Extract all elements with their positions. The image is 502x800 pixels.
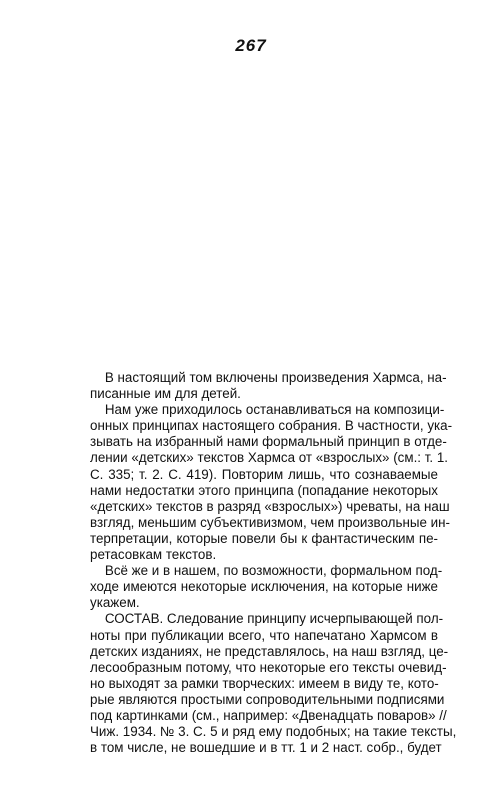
text-line: укажем. — [90, 595, 140, 611]
text-line: под картинками (см., например: «Двенадцать поваров» // — [90, 707, 447, 723]
text-line: ходе имеются некоторые исключения, на которые ниже — [90, 579, 438, 595]
text-line: лесообразным потому, что некоторые его тексты очевид- — [90, 659, 447, 675]
text-line: нами недостатки этого принципа (попадание некоторых — [90, 482, 438, 498]
page-number: 267 — [235, 36, 267, 55]
text-line: ретасовкам текстов. — [90, 547, 217, 563]
text-line: «детских» текстов в разряд «взрослых») чреваты, на наш — [90, 498, 450, 514]
text-line: детских изданиях, не представлялось, на наш взгляд, це- — [90, 643, 449, 659]
text-line: СОСТАВ. Следование принципу исчерпывающей пол- — [90, 611, 444, 627]
text-line: зывать на избранный нами формальный принцип в отде- — [90, 434, 447, 450]
text-line: терпретации, которые повели бы к фантастическим пе- — [90, 530, 438, 546]
text-line: Нам уже приходилось останавливаться на композици- — [90, 402, 445, 418]
text-line: лении «детских» текстов Хармса от «взрослых» (см.: т. 1. — [90, 450, 448, 466]
text-line: Всё же и в нашем, по возможности, формальном под- — [90, 563, 443, 579]
body-text — [90, 370, 457, 756]
text-line: ноты при публикации всего, что напечатано Хармсом в — [90, 627, 438, 643]
text-line: в том числе, не вошедшие и в тт. 1 и 2 наст. собр., будет — [90, 740, 442, 756]
text-line: взгляд, меньшим субъективизмом, чем произвольные ин- — [90, 514, 450, 530]
text-line: писанные им для детей. — [90, 386, 241, 402]
text-line: Чиж. 1934. № 3. С. 5 и ряд ему подобных; на такие тексты, — [90, 724, 457, 740]
text-line: но выходят за рамки творческих: имеем в виду те, кото- — [90, 675, 439, 691]
text-line: В настоящий том включены произведения Хармса, на- — [90, 370, 447, 385]
text-line: С. 335; т. 2. С. 419). Повторим лишь, что сознаваемые — [90, 466, 438, 482]
text-line: рые являются простыми сопроводительными подписями — [90, 691, 445, 707]
text-line: онных принципах настоящего собрания. В частности, ука- — [90, 418, 453, 434]
